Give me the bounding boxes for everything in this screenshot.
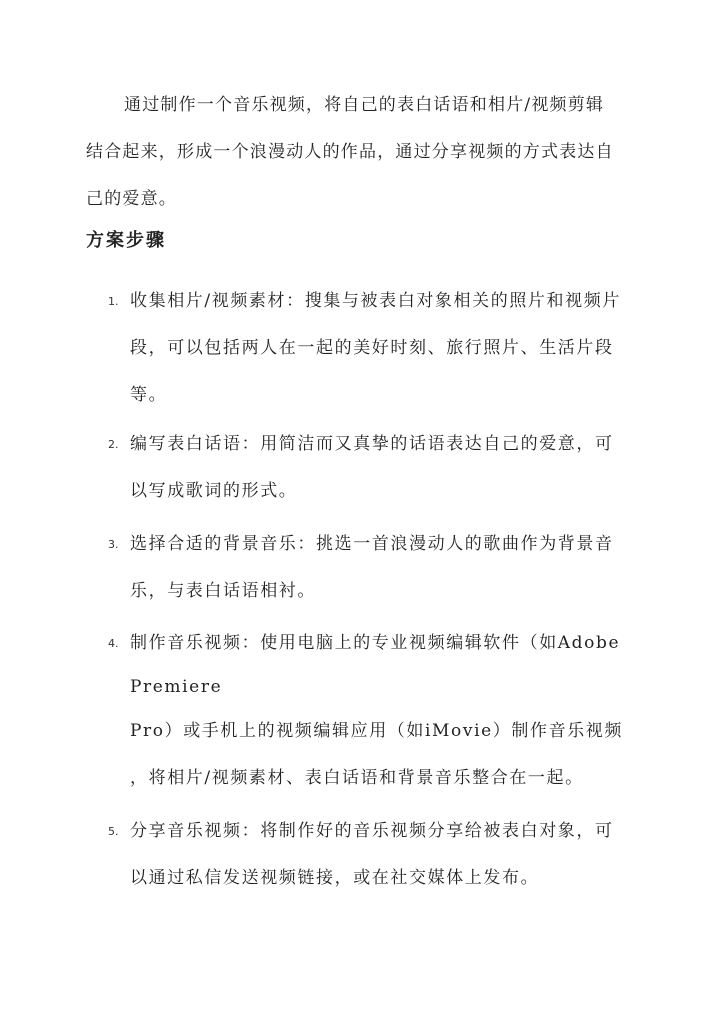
step-number: 2. [108, 438, 119, 451]
intro-line: 通过制作一个音乐视频，将自己的表白话语和相片/视频剪辑 [124, 95, 605, 115]
step-text [130, 278, 622, 419]
step-line: Pro）或手机上的视频编辑应用（如iMovie）制作音乐视频 [130, 721, 623, 741]
step-text [130, 421, 622, 515]
intro-line: 己的爱意。 [86, 189, 177, 209]
step-line: ，将相片/视频素材、表白话语和背景音乐整合在一起。 [130, 768, 584, 788]
step-line: 以通过私信发送视频链接，或在社交媒体上发布。 [130, 868, 540, 888]
step-text [130, 808, 622, 902]
step-text [130, 521, 622, 615]
step-line: 制作音乐视频：使用电脑上的专业视频编辑软件（如Adobe [130, 633, 621, 653]
step-number: 4. [108, 637, 119, 650]
step-line: 段，可以包括两人在一起的美好时刻、旅行照片、生活片段 [130, 338, 614, 358]
step-line: 以写成歌词的形式。 [130, 481, 298, 501]
step-line: 等。 [130, 385, 168, 405]
step-number: 3. [108, 538, 119, 551]
step-number: 5. [108, 825, 119, 838]
step-line: 编写表白话语：用简洁而又真挚的话语表达自己的爱意，可 [130, 434, 614, 454]
step-number: 1. [108, 295, 119, 308]
step-text [130, 620, 622, 802]
section-heading: 方案步骤 [86, 230, 166, 251]
intro-line: 结合起来，形成一个浪漫动人的作品，通过分享视频的方式表达自 [86, 142, 614, 162]
step-line: 选择合适的背景音乐：挑选一首浪漫动人的歌曲作为背景音 [130, 534, 614, 554]
step-line: Premiere [130, 677, 223, 697]
step-line: 收集相片/视频素材：搜集与被表白对象相关的照片和视频片 [130, 291, 621, 311]
intro-paragraph [86, 82, 636, 223]
step-line: 乐，与表白话语相衬。 [130, 581, 316, 601]
step-line: 分享音乐视频：将制作好的音乐视频分享给被表白对象，可 [130, 821, 614, 841]
